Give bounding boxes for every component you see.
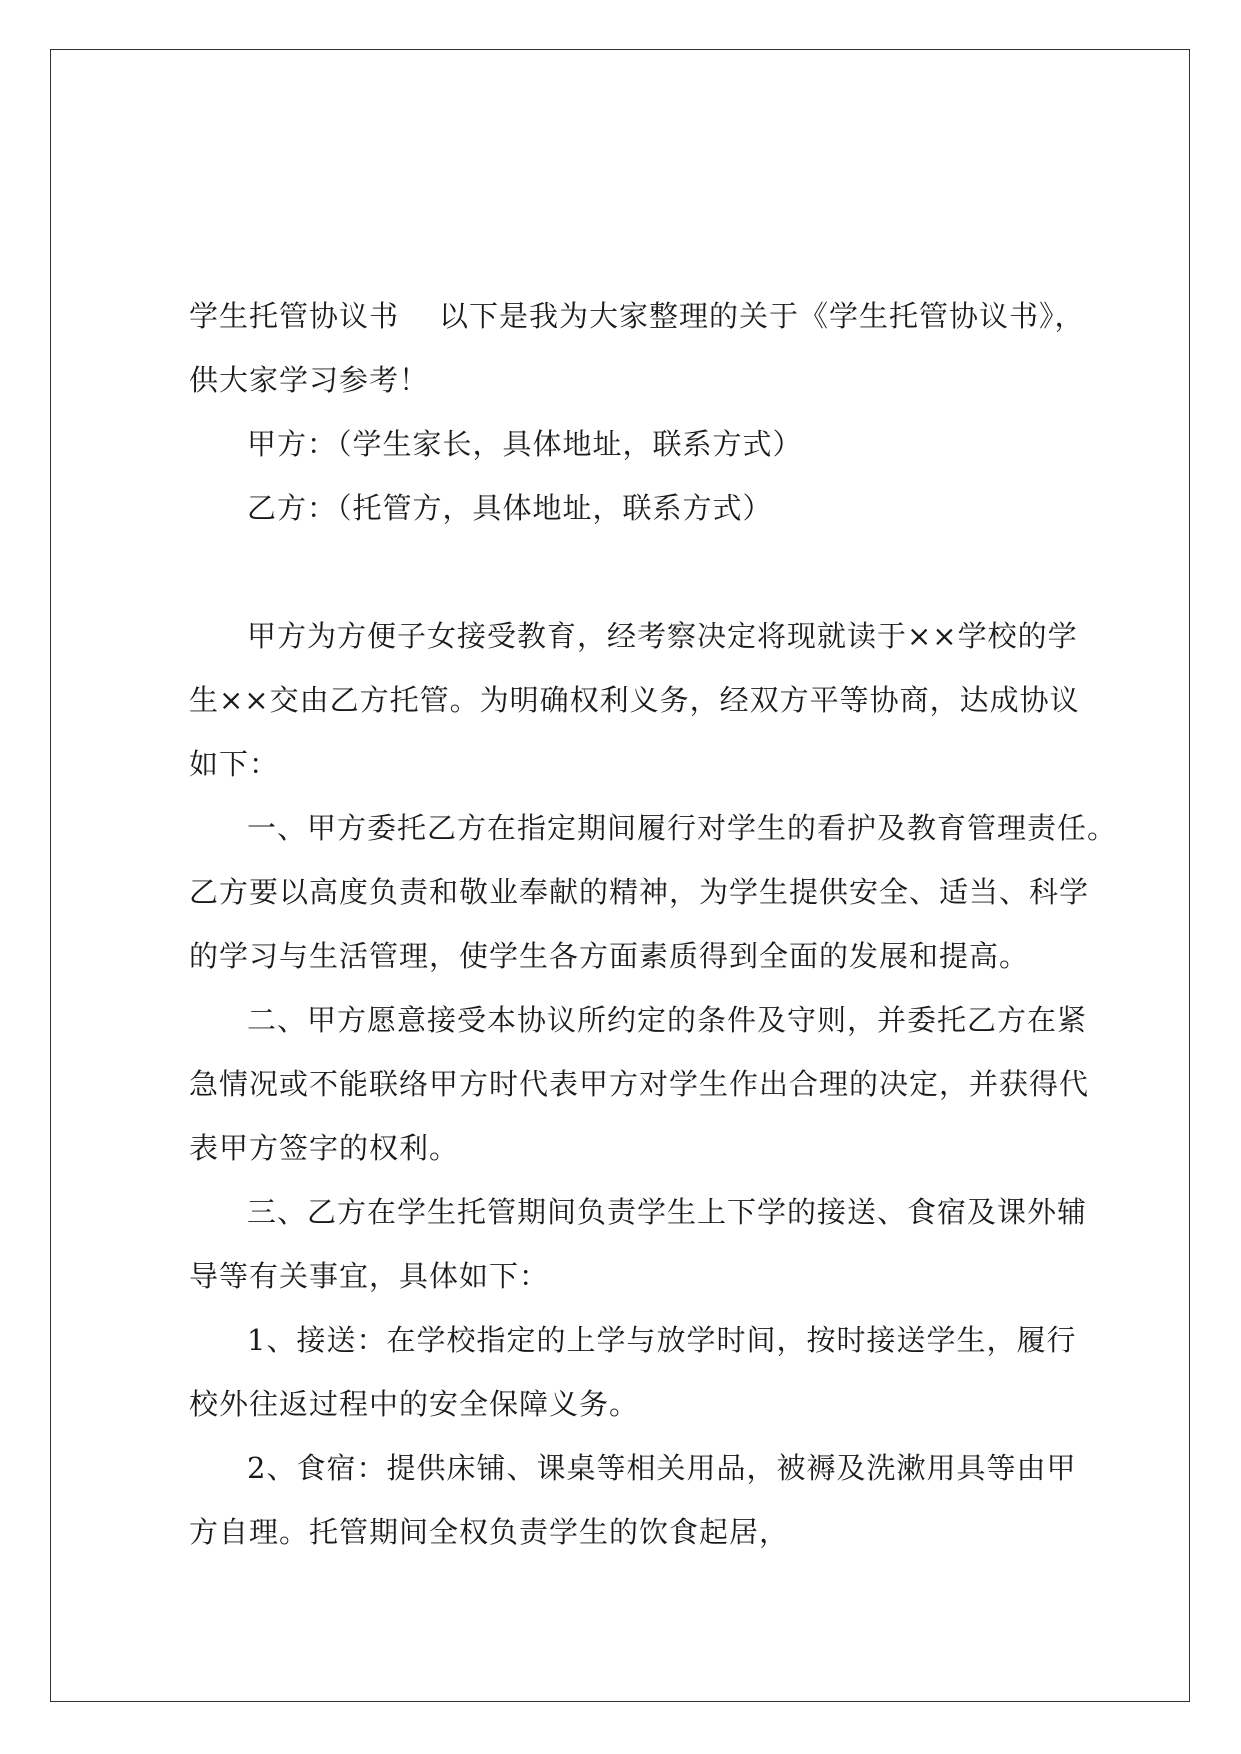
intro-line-2: 供大家学习参考！ <box>189 363 430 397</box>
clause-2-line-1: 二、甲方愿意接受本协议所约定的条件及守则，并委托乙方在紧 <box>247 1003 1088 1037</box>
subclause-2-line-2: 方自理。托管期间全权负责学生的饮食起居， <box>189 1515 790 1549</box>
clause-3-line-2: 导等有关事宜，具体如下： <box>189 1259 550 1293</box>
party-b: 乙方：（托管方，具体地址，联系方式） <box>247 491 773 525</box>
preamble-line-2: 生××交由乙方托管。为明确权利义务，经双方平等协商，达成协议 <box>189 683 1080 717</box>
clause-1-line-2: 乙方要以高度负责和敬业奉献的精神，为学生提供安全、适当、科学 <box>189 875 1090 909</box>
document-title: 学生托管协议书 <box>189 299 400 333</box>
subclause-1-line-1: 1、接送：在学校指定的上学与放学时间，按时接送学生，履行 <box>247 1323 1077 1357</box>
blank-line <box>189 540 1059 604</box>
preamble-line-3: 如下： <box>189 747 280 781</box>
subclause-2-line-1: 2、食宿：提供床铺、课桌等相关用品，被褥及洗漱用具等由甲 <box>247 1451 1077 1485</box>
party-a: 甲方：（学生家长，具体地址，联系方式） <box>247 427 803 461</box>
preamble-line-1: 甲方为方便子女接受教育，经考察决定将现就读于××学校的学 <box>247 619 1078 653</box>
clause-1-line-1: 一、甲方委托乙方在指定期间履行对学生的看护及教育管理责任。 <box>247 811 1118 845</box>
intro-text: 以下是我为大家整理的关于《学生托管协议书》， <box>439 299 1085 333</box>
clause-3-line-1: 三、乙方在学生托管期间负责学生上下学的接送、食宿及课外辅 <box>247 1195 1088 1229</box>
document-body <box>189 284 1118 1564</box>
clause-1-line-3: 的学习与生活管理，使学生各方面素质得到全面的发展和提高。 <box>189 939 1030 973</box>
clause-2-line-3: 表甲方签字的权利。 <box>189 1131 460 1165</box>
clause-2-line-2: 急情况或不能联络甲方时代表甲方对学生作出合理的决定，并获得代 <box>189 1067 1090 1101</box>
subclause-1-line-2: 校外往返过程中的安全保障义务。 <box>189 1387 640 1421</box>
title-line <box>189 284 1085 348</box>
